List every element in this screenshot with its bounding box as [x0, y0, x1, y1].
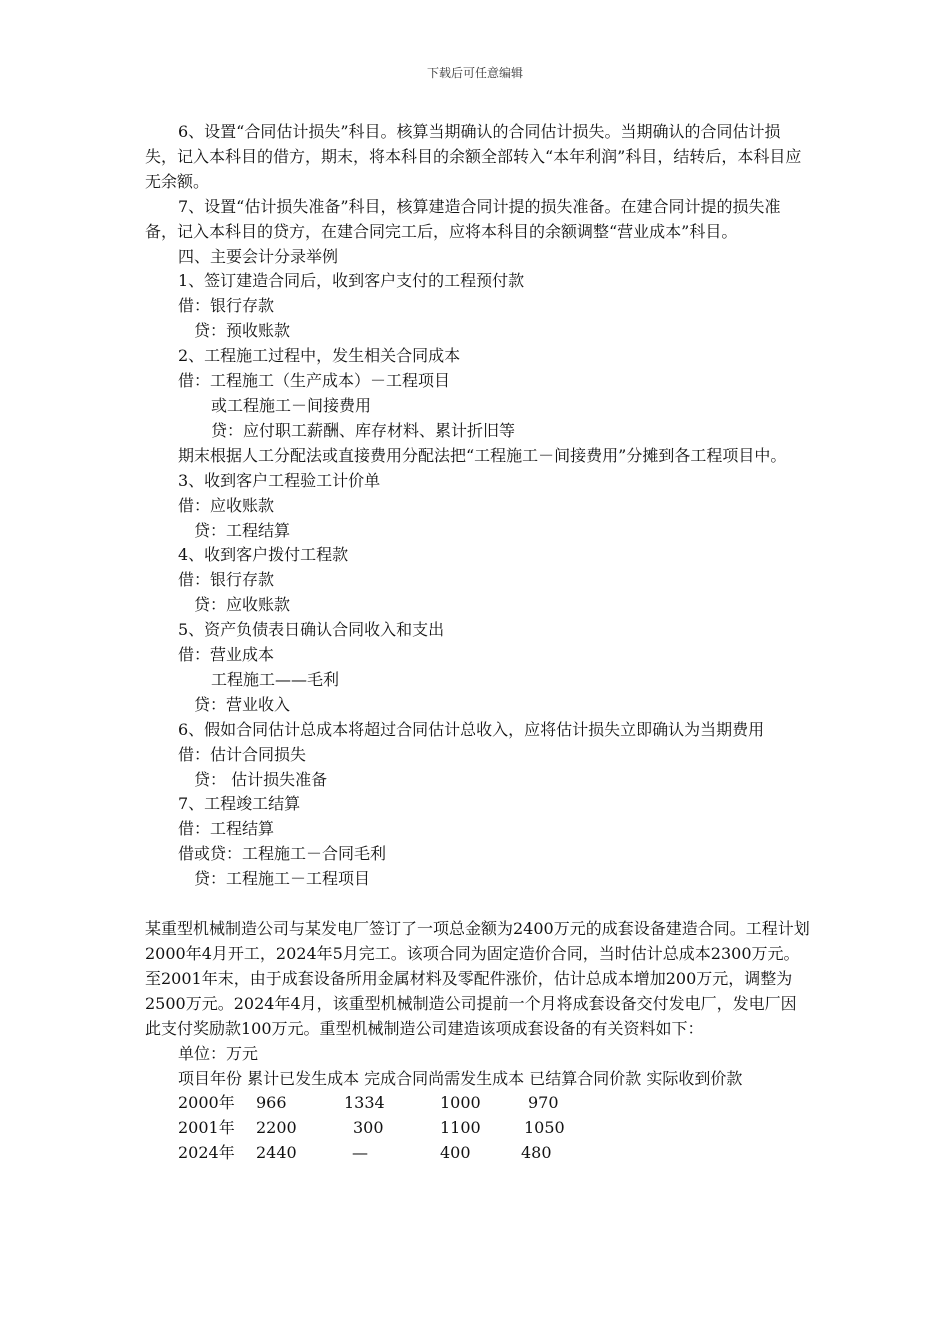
table-row — [145, 1116, 810, 1141]
table-header: 项目年份 累计已发生成本 完成合同尚需发生成本 已结算合同价款 实际收到价款 — [178, 1068, 743, 1088]
entry-4-debit: 借：银行存款 — [178, 570, 275, 590]
table-row — [145, 1141, 810, 1166]
entry-4-credit: 贷：应收账款 — [194, 595, 291, 615]
table-cell-year: 2001年 — [178, 1118, 235, 1138]
entry-7-debit-or-credit: 借或贷：工程施工－合同毛利 — [178, 844, 387, 864]
entry-5-debit: 借：营业成本 — [178, 645, 275, 665]
entry-2-or: 或工程施工－间接费用 — [211, 395, 372, 415]
entry-5-title: 5、资产负债表日确认合同收入和支出 — [178, 620, 445, 640]
case-paragraph: 某重型机械制造公司与某发电厂签订了一项总金额为2400万元的成套设备建造合同。工程计划2000年4月开工，2024年5月完工。该项合同为固定造价合同，当时估计总成本2300万元。至2001年末，由于成套设备所用金属材料及零配件涨价，估计总成本增加200万元，调整为2500万元。2024年4月，该重型机械制造公司提前一个月将成套设备交付发电厂，发电厂因此支付奖励款100万元。重型机械制造公司建造该项成套设备的有关资料如下： — [145, 919, 810, 1038]
entry-5-debit-2: 工程施工——毛利 — [211, 669, 340, 689]
entry-1-debit: 借：银行存款 — [178, 296, 275, 316]
table-row — [145, 1091, 810, 1116]
entry-6-credit: 贷： 估计损失准备 — [194, 769, 328, 789]
table-cell: 2200 — [256, 1118, 297, 1138]
entry-6-debit: 借：估计合同损失 — [178, 744, 307, 764]
entry-6-title: 6、假如合同估计总成本将超过合同估计总收入，应将估计损失立即确认为当期费用 — [178, 719, 765, 739]
page-header: 下载后可任意编辑 — [426, 66, 523, 80]
unit-label: 单位：万元 — [178, 1043, 259, 1063]
document-body — [145, 120, 810, 1166]
entry-3-debit: 借：应收账款 — [178, 495, 275, 515]
entry-7-title: 7、工程竣工结算 — [178, 794, 301, 814]
paragraph-6: 6、设置“合同估计损失”科目。核算当期确认的合同估计损失。当期确认的合同估计损失，记入本科目的借方，期末，将本科目的余额全部转入“本年利润”科目，结转后，本科目应无余额。 — [145, 122, 802, 191]
entry-1-title: 1、签订建造合同后，收到客户支付的工程预付款 — [178, 271, 525, 291]
table-cell-year: 2024年 — [178, 1143, 235, 1163]
entry-2-title: 2、工程施工过程中，发生相关合同成本 — [178, 346, 461, 366]
table-cell: 1100 — [440, 1118, 481, 1138]
table-cell: — — [352, 1143, 368, 1163]
entry-5-credit: 贷：营业收入 — [194, 694, 291, 714]
table-cell: 2440 — [256, 1143, 297, 1163]
table-cell: 480 — [521, 1143, 552, 1163]
table-cell: 400 — [440, 1143, 471, 1163]
table-cell: 1050 — [524, 1118, 565, 1138]
entry-7-credit: 贷：工程施工－工程项目 — [194, 869, 371, 889]
table-cell: 966 — [256, 1093, 287, 1113]
entry-3-credit: 贷：工程结算 — [194, 520, 291, 540]
table-cell: 1334 — [344, 1093, 385, 1113]
spacer — [145, 892, 810, 917]
paragraph-7: 7、设置“估计损失准备”科目，核算建造合同计提的损失准备。在建合同计提的损失准备，记入本科目的贷方，在建合同完工后，应将本科目的余额调整“营业成本”科目。 — [145, 196, 781, 241]
section-heading: 四、主要会计分录举例 — [178, 246, 339, 266]
table-cell: 1000 — [440, 1093, 481, 1113]
table-cell: 300 — [353, 1118, 384, 1138]
entry-7-debit: 借：工程结算 — [178, 819, 275, 839]
table-cell-year: 2000年 — [178, 1093, 235, 1113]
entry-3-title: 3、收到客户工程验工计价单 — [178, 470, 381, 490]
entry-2-note: 期末根据人工分配法或直接费用分配法把“工程施工－间接费用”分摊到各工程项目中。 — [178, 445, 787, 465]
entry-2-debit: 借：工程施工（生产成本）－工程项目 — [178, 371, 451, 391]
entry-4-title: 4、收到客户拨付工程款 — [178, 545, 349, 565]
entry-1-credit: 贷：预收账款 — [194, 321, 291, 341]
entry-2-credit: 贷：应付职工薪酬、库存材料、累计折旧等 — [211, 420, 516, 440]
table-cell: 970 — [528, 1093, 559, 1113]
